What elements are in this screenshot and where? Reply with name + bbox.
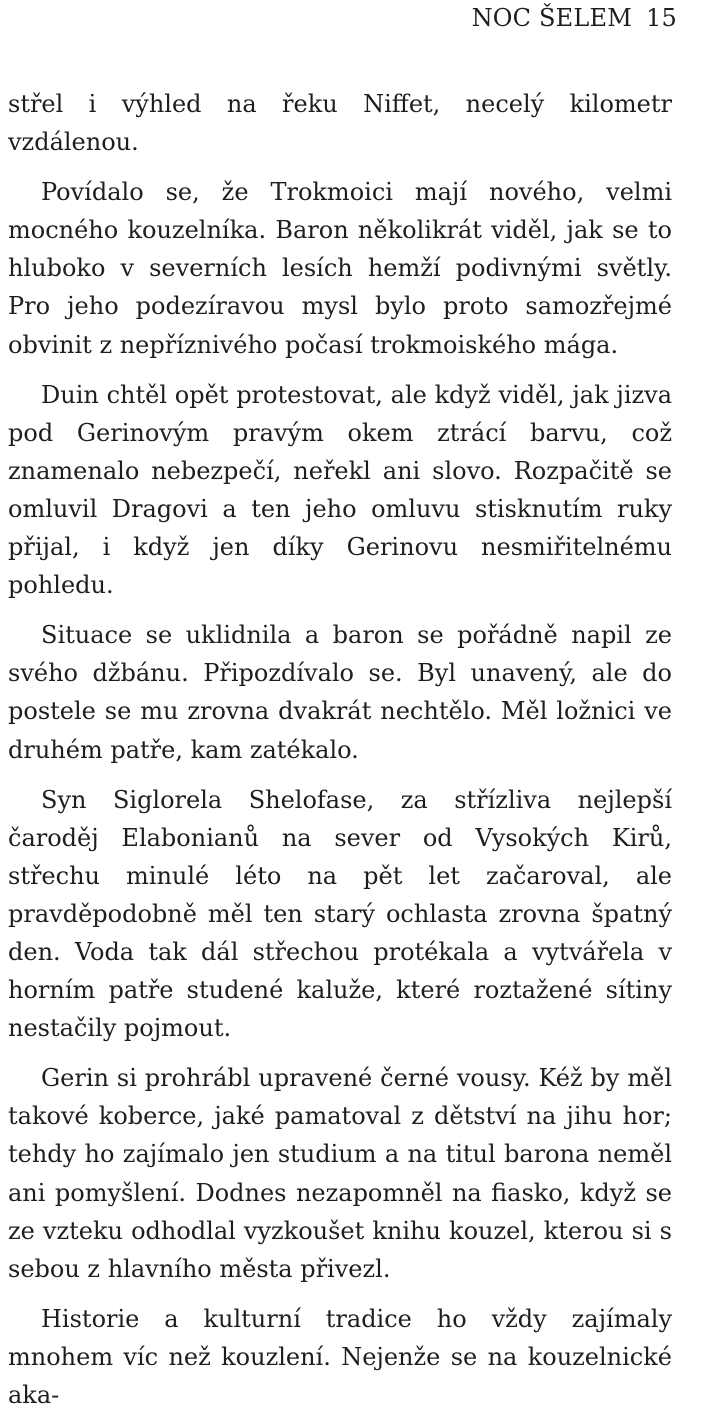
paragraph: Gerin si prohrábl upravené černé vousy. Kéž by měl takové koberce, jaké pamatoval z dětství na jihu hor; tehdy ho zajímalo jen studium a na titul barona neměl ani pomyšlení. Dodnes nezapomněl na fiasko, když se ze vzteku odhodlal vyzkoušet knihu kouzel, kterou si s sebou z hlavního města přivezl. bbox=[8, 1064, 672, 1283]
body-text bbox=[8, 85, 672, 1426]
paragraph: Syn Siglorela Shelofase, za střízliva nejlepší čaroděj Elabonianů na sever od Vysokých Kirů, střechu minulé léto na pět let začaroval, ale pravděpodobně měl ten starý ochlasta zrovna špatný den. Voda tak dál střechou protékala a vytvářela v horním patře studené kaluže, které roztažené sítiny nestačily pojmout. bbox=[8, 785, 672, 1043]
paragraph: Povídalo se, že Trokmoici mají nového, velmi mocného kouzelníka. Baron několikrát viděl, jak se to hluboko v severních lesích hemží podivnými světly. Pro jeho podezíravou mysl bylo proto samozřejmé obvinit z nepříznivého počasí trokmoiského mága. bbox=[8, 178, 672, 359]
paragraph: Duin chtěl opět protestovat, ale když viděl, jak jizva pod Gerinovým pravým okem ztrácí barvu, což znamenalo nebezpečí, neřekl ani slovo. Rozpačitě se omluvil Dragovi a ten jeho omluvu stisknutím ruky přijal, i když jen díky Gerinovu nesmiřitelnému pohledu. bbox=[8, 380, 672, 600]
paragraph: střel i výhled na řeku Niffet, necelý kilometr vzdálenou. bbox=[8, 90, 672, 157]
paragraph: Situace se uklidnila a baron se pořádně napil ze svého džbánu. Připozdívalo se. Byl unavený, ale do postele se mu zrovna dvakrát nechtělo. Měl ložnici ve druhém patře, kam zatékalo. bbox=[8, 621, 672, 764]
page-number: 15 bbox=[646, 4, 677, 32]
running-head bbox=[472, 4, 677, 32]
chapter-title: NOC ŠELEM bbox=[471, 4, 633, 32]
paragraph: Historie a kulturní tradice ho vždy zajímaly mnohem víc než kouzlení. Nejenže se na kouzelnické aka- bbox=[8, 1304, 672, 1409]
